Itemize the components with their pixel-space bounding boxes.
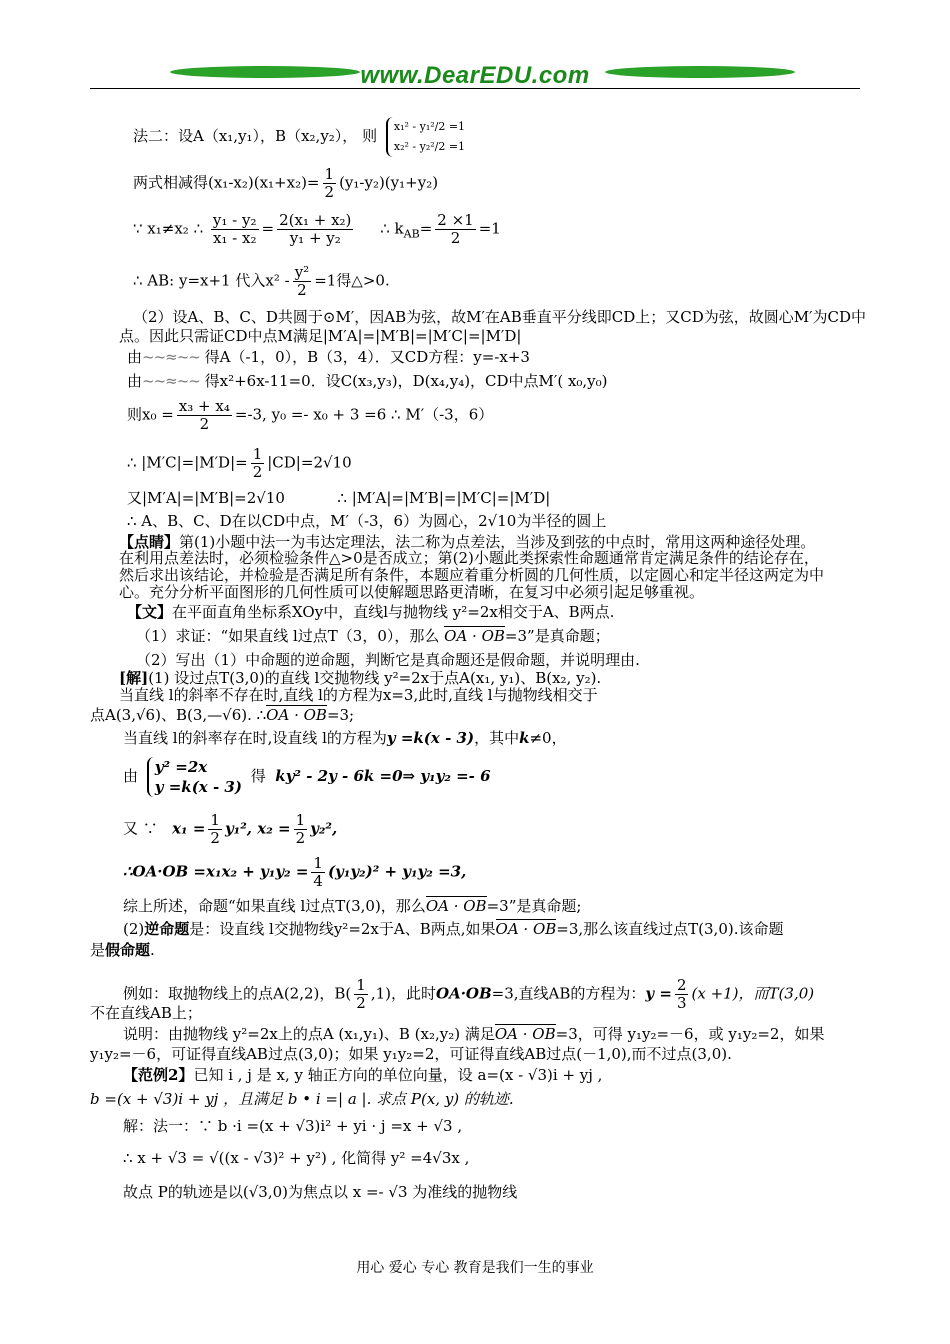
paragraph-line: ∴ x + √3 = √((x - √3)² + y²) , 化简得 y² =4√3x , <box>123 1149 470 1167</box>
numerator: 1 <box>252 445 263 463</box>
radical: 2√10 <box>246 489 285 507</box>
text: (y₁-y₂)(y₁+y₂) <box>339 173 439 192</box>
radical: 2√10 <box>313 453 352 472</box>
text: ∴ AB: y=x+1 代入x² - <box>133 271 290 290</box>
denominator: 3 <box>676 994 687 1012</box>
paragraph-line: 在利用点差法时，必须检验条件△>0是否成立；第(2)小题此类探索性命题通常肯定满足条件的结论存在， <box>119 549 819 567</box>
equation: y =k(x - 3) <box>386 729 475 747</box>
denominator: 2 <box>210 829 220 847</box>
text: (2) <box>123 920 145 938</box>
text: 综上所述，命题“如果直线 l过点T(3,0)，那么 <box>123 897 426 915</box>
numerator: 2 ×1 <box>437 211 474 229</box>
equation-system <box>147 757 242 797</box>
text: 例如：取抛物线上的点A(2,2)，B( <box>123 984 352 1003</box>
equation: ky² - 2y - 6k =0⇒ y₁y₂ =- 6 <box>275 767 491 785</box>
solution-line <box>119 669 601 687</box>
equation: x₁ = <box>172 819 206 838</box>
paragraph-line: b =(x + √3)i + yj ，且满足 b • i =| a |. 求点 P(x, y) 的轨迹. <box>90 1090 514 1108</box>
ab-line <box>133 264 390 299</box>
problem-line <box>136 627 610 645</box>
paragraph-line: 解：法一：∵ b ·i =(x + √3)i² + yi · j =x + √3 , <box>123 1117 463 1135</box>
denominator: 2 <box>324 183 335 201</box>
text: =3，可得 y₁y₂=－6，或 y₁y₂=2，如果 <box>555 1025 825 1043</box>
text: =3”是真命题; <box>486 897 582 915</box>
denominator: x₁ - x₂ <box>212 229 257 247</box>
text: ∵ x₁≠x₂ ∴ <box>133 219 204 238</box>
text: (x +1)，而T(3,0) <box>691 984 815 1003</box>
bold-label: 【范例2】 <box>123 1066 194 1084</box>
text: 当直线 l的斜率存在时,设直线 l的方程为 <box>123 729 387 747</box>
problem-line <box>127 603 614 621</box>
paragraph-line: 故点 P的轨迹是以(√3,0)为焦点以 x =- √3 为准线的抛物线 <box>123 1183 518 1201</box>
text: 则x₀ = <box>127 405 174 424</box>
midpoint-line <box>127 398 493 433</box>
text: =3; <box>326 706 355 724</box>
problem-line: （2）写出（1）中命题的逆命题，判断它是真命题还是假命题，并说明理由. <box>136 651 640 669</box>
text: =-3, y₀ =- x₀ + 3 =6 ∴ M′（-3，6） <box>234 405 494 424</box>
fraction <box>311 855 325 890</box>
paragraph-line: 当直线 l的斜率不存在时,直线 l的方程为x=3,此时,直线 l与抛物线相交于 <box>119 686 598 704</box>
numerator: 1 <box>324 165 335 183</box>
text: = <box>261 219 275 238</box>
text: 法二：设A（x₁,y₁），B（x₂,y₂）， 则 <box>133 127 378 145</box>
blurred-system: ~~≈~~ <box>142 348 200 366</box>
numerator: x₃ + x₄ <box>178 397 230 415</box>
denominator: 2 <box>297 281 307 299</box>
denominator: 2 <box>252 463 263 481</box>
text: （1）求证：“如果直线 l过点T（3，0），那么 <box>136 627 440 645</box>
fraction <box>675 977 689 1012</box>
variable: k <box>519 729 530 747</box>
site-logo[interactable]: www.DearEDU.com <box>360 62 590 89</box>
fraction <box>277 212 353 247</box>
blurred-system: ~~≈~~ <box>142 372 200 390</box>
text: ∴ |M′C|=|M′D|= <box>127 453 248 472</box>
method-two-line <box>133 117 469 157</box>
fraction <box>211 212 259 247</box>
converse-line <box>90 941 155 959</box>
numerator: 1 <box>356 976 366 994</box>
solve-ab-line <box>127 348 530 366</box>
page-header <box>90 58 860 94</box>
text: =3”是真命题； <box>504 627 610 645</box>
numerator: y² <box>294 263 310 281</box>
text: 说明：由抛物线 y²=2x上的点A (x₁,y₁)、B (x₂,y₂) 满足 <box>123 1025 495 1043</box>
fraction <box>251 446 265 481</box>
dot-product-line <box>123 855 466 890</box>
equation: x₂² - y₂²/2 =1 <box>393 140 466 153</box>
text: 又 ∵ <box>123 819 158 838</box>
text: |CD|= <box>267 453 314 472</box>
radius-line <box>127 446 352 481</box>
text: 点A(3,√6)、B(3,—√6). ∴ <box>90 706 267 724</box>
equation: y² =2x <box>154 758 208 776</box>
equation: x₁² - y₁²/2 =1 <box>393 120 466 133</box>
bold-label: [解] <box>119 669 149 687</box>
equation: y = <box>645 984 672 1003</box>
denominator: y₁ + y₂ <box>289 229 341 247</box>
header-rule <box>90 88 860 89</box>
text: ,1)，此时 <box>370 984 436 1003</box>
equation: y₂², <box>310 819 338 838</box>
text: 已知 i , j 是 x, y 轴正方向的单位向量，设 a=(x - √3)i + yj , <box>193 1066 603 1084</box>
text: 由 <box>127 348 143 366</box>
bold-label: 【点睛】 <box>119 533 180 551</box>
system-line <box>123 757 491 797</box>
text: . <box>150 941 155 959</box>
bold-label: 逆命题 <box>144 920 190 938</box>
equation: y₁², x₂ = <box>224 819 291 838</box>
paragraph-line: 点。因此只需证CD中点M满足|M′A|=|M′B|=|M′C|=|M′D| <box>119 327 522 345</box>
text: 得x²+6x-11=0．设C(x₃,y₃)，D(x₄,y₄)，CD中点M′( x₀,y₀) <box>204 372 608 390</box>
equal-distance-line <box>127 489 550 507</box>
numerator: 2 <box>676 976 687 994</box>
example-two-line <box>123 1066 602 1084</box>
text: (1) 设过点T(3,0)的直线 l交抛物线 y²=2x于点A(x₁, y₁)、B(x₂, y₂). <box>148 669 602 687</box>
bold-label: 假命题 <box>105 941 151 959</box>
text: 得A（-1，0），B（3，4）．又CD方程：y=-x+3 <box>204 348 530 366</box>
solve-cd-line <box>127 372 608 390</box>
text: 由 <box>127 372 143 390</box>
text: =3,直线AB的方程为： <box>491 984 646 1003</box>
text: 是：设直线 l交抛物线y²=2x于A、B两点,如果 <box>189 920 496 938</box>
text: ≠0， <box>529 729 567 747</box>
fraction <box>435 212 475 247</box>
subscript: AB <box>403 227 420 241</box>
equation: (y₁y₂)² + y₁y₂ =3, <box>327 862 467 881</box>
paragraph-line: y₁y₂=－6，可证得直线AB过点(3,0)；如果 y₁y₂=2，可证得直线AB过点(－1,0),而不过点(3,0). <box>90 1045 732 1063</box>
conclusion-line <box>127 512 606 530</box>
numerator: 1 <box>295 811 306 829</box>
vector-product: OA · OB <box>495 920 557 938</box>
note-line <box>123 1025 824 1043</box>
text: 第(1)小题中法一为韦达定理法，法二称为点差法，当涉及到弦的中点时，常用这两种途径处理。 <box>179 533 816 551</box>
paragraph-line: 心。充分分析平面图形的几何性质可以使解题思路更清晰，在复习中必须引起足够重视。 <box>119 583 705 601</box>
vector-product: OA · OB <box>266 706 327 724</box>
converse-line <box>123 920 784 938</box>
since-line <box>123 812 337 847</box>
equation: ∴OA·OB =x₁x₂ + y₁y₂ = <box>123 862 309 881</box>
text: ∴ A、B、C、D在以CD中点，M′（-3，6）为圆心， <box>127 512 479 530</box>
text: ，其中 <box>474 729 520 747</box>
slope-line <box>133 212 501 247</box>
page-footer: 用心 爱心 专心 教育是我们一生的事业 <box>356 1260 594 1276</box>
text: =1 <box>478 219 501 238</box>
numerator: y₁ - y₂ <box>212 211 257 229</box>
equation-system <box>386 117 465 157</box>
equation: OA·OB <box>436 984 492 1003</box>
text: 又|M′A|=|M′B|= <box>127 489 247 507</box>
paragraph-line: 不在直线AB上； <box>90 1004 202 1022</box>
text: 为半径的圆上 <box>516 512 607 530</box>
fraction <box>177 398 232 433</box>
example-line <box>123 977 814 1012</box>
radical: 2√10 <box>478 512 517 530</box>
paragraph-line: （2）设A、B、C、D共圆于⊙M′，因AB为弦，故M′在AB垂直平分线即CD上；又CD为弦，故圆心M′为CD中 <box>133 308 866 326</box>
fraction <box>293 264 312 299</box>
denominator: 2 <box>450 229 461 247</box>
denominator: 2 <box>356 994 366 1012</box>
slope-exists-line <box>123 729 567 747</box>
fraction <box>323 166 337 201</box>
bold-label: 【文】 <box>127 603 173 621</box>
text: 在平面直角坐标系XOy中，直线l与抛物线 y²=2x相交于A、B两点. <box>172 603 615 621</box>
fraction <box>294 812 308 847</box>
fraction <box>208 812 222 847</box>
text: =1得△>0. <box>314 271 390 290</box>
text: 由 <box>123 767 139 785</box>
vector-product: OA · OB <box>494 1025 556 1043</box>
subtract-line <box>133 166 438 201</box>
vector-product: OA · OB <box>425 897 487 915</box>
denominator: 2 <box>295 829 306 847</box>
text: = <box>419 219 433 238</box>
numerator: 1 <box>210 811 220 829</box>
text: 是 <box>90 941 106 959</box>
numerator: 2(x₁ + x₂) <box>279 211 352 229</box>
denominator: 2 <box>199 415 210 433</box>
fraction <box>354 977 368 1012</box>
summary-line <box>123 897 581 915</box>
text: =3,那么该直线过点T(3,0).该命题 <box>556 920 784 938</box>
vector-product: OA · OB <box>444 627 505 645</box>
text: 得 <box>250 767 266 785</box>
text: ∴ |M′A|=|M′B|=|M′C|=|M′D| <box>337 489 551 507</box>
points-line <box>90 706 354 724</box>
text: 两式相减得(x₁-x₂)(x₁+x₂)= <box>133 173 320 192</box>
equation: y =k(x - 3) <box>154 778 242 796</box>
text: ∴ k <box>380 219 404 238</box>
paragraph-line: 然后求出该结论，并检验是否满足所有条件，本题应着重分析圆的几何性质，以定圆心和定半径这两定为中 <box>119 566 825 584</box>
numerator: 1 <box>313 854 323 872</box>
denominator: 4 <box>313 872 323 890</box>
